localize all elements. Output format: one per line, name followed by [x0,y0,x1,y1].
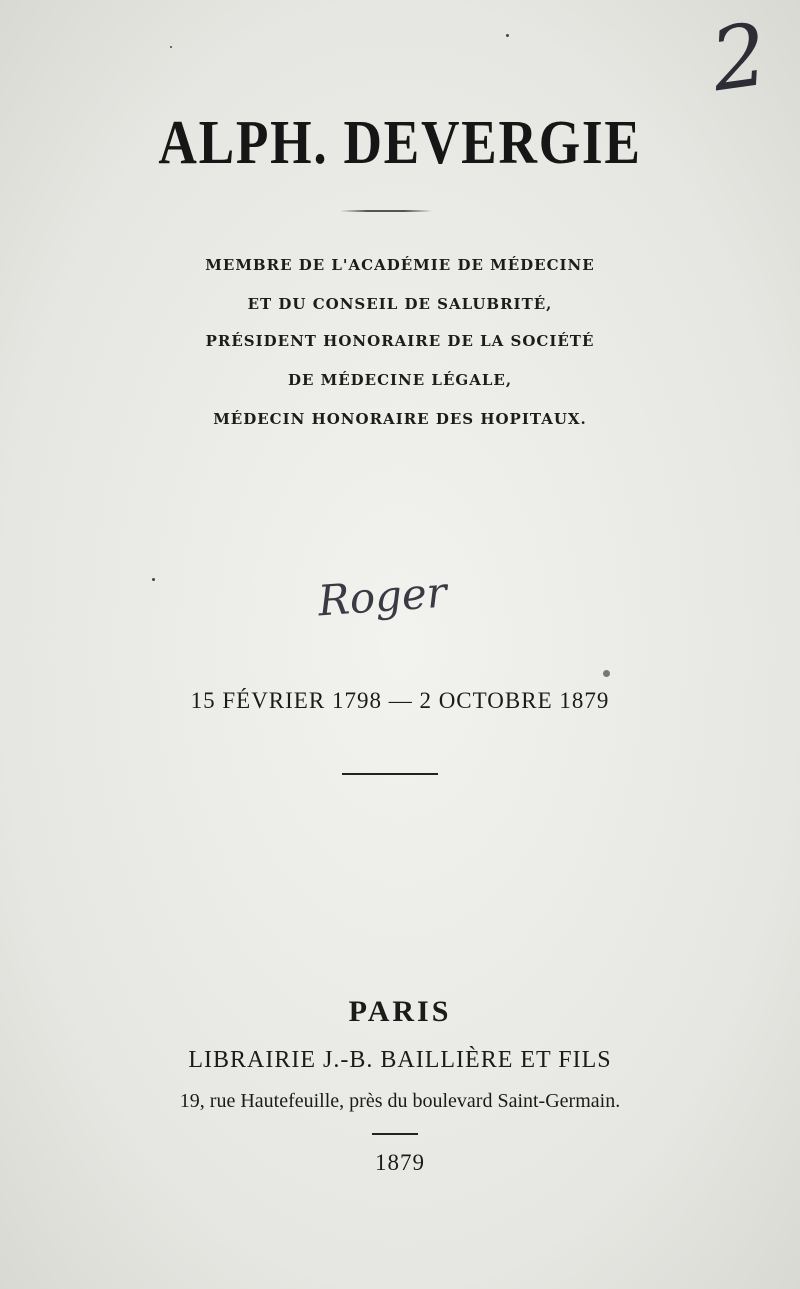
imprint-address: 19, rue Hautefeuille, près du boulevard Saint-Germain. [179,1090,621,1112]
ornament-rule [340,210,432,212]
ink-speck [170,46,172,48]
imprint-publisher: LIBRAIRIE J.-B. BAILLIÈRE ET FILS [188,1047,612,1073]
divider-rule [342,773,438,775]
imprint-year: 1879 [375,1150,425,1175]
credential-line: DE MÉDECINE LÉGALE, [287,371,513,389]
handwritten-signature: Roger [316,567,449,626]
ink-speck [603,670,610,677]
credential-line: ET DU CONSEIL DE SALUBRITÉ, [247,295,553,313]
divider-rule [372,1133,418,1135]
ink-speck [152,578,155,581]
credential-line: PRÉSIDENT HONORAIRE DE LA SOCIÉTÉ [205,332,595,350]
imprint-city: PARIS [348,995,452,1028]
ink-speck [506,34,509,37]
page-title: ALPH. DEVERGIE [158,109,642,177]
credential-line: MÉDECIN HONORAIRE DES HOPITAUX. [213,410,587,428]
credential-line: MEMBRE DE L'ACADÉMIE DE MÉDECINE [205,256,595,274]
life-dates: 15 FÉVRIER 1798 — 2 OCTOBRE 1879 [190,688,610,713]
handwritten-page-number: 2 [705,4,774,112]
